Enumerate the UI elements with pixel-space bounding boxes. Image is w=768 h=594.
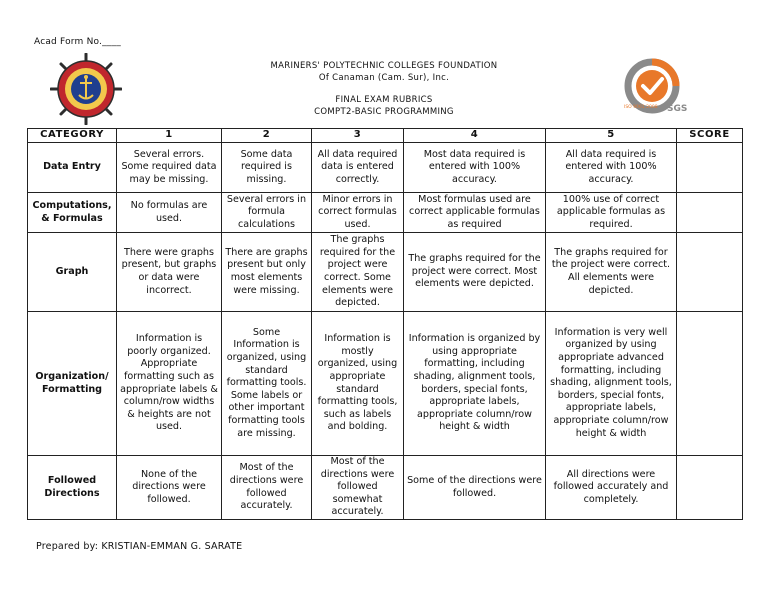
- prepared-by: Prepared by: KRISTIAN-EMMAN G. SARATE: [36, 541, 243, 552]
- criteria-cell: The graphs required for the project were correct. Some elements were depicted.: [312, 233, 404, 312]
- criteria-cell: Some of the directions were followed.: [404, 456, 546, 520]
- category-cell: Organization/ Formatting: [28, 312, 117, 456]
- institution-name: MARINERS' POLYTECHNIC COLLEGES FOUNDATION: [270, 61, 498, 71]
- course-title: COMPT2-BASIC PROGRAMMING: [314, 107, 454, 117]
- criteria-cell: Information is organized by using appropriate formatting, including shading, alignment tools, borders, special fonts, appropriate labels, appropriate column/row height & width: [404, 312, 546, 456]
- table-row: [28, 456, 743, 520]
- criteria-cell: There are graphs present but only most elements were missing.: [222, 233, 312, 312]
- score-cell: [677, 143, 743, 193]
- score-cell: [677, 312, 743, 456]
- criteria-cell: None of the directions were followed.: [117, 456, 222, 520]
- criteria-cell: The graphs required for the project were correct. All elements were depicted.: [546, 233, 677, 312]
- criteria-cell: Several errors. Some required data may be missing.: [117, 143, 222, 193]
- criteria-cell: Information is very well organized by using appropriate advanced formatting, including shading, alignment tools, borders, special fonts, appropriate labels, appropriate column/row height & width: [546, 312, 677, 456]
- criteria-cell: Most data required is entered with 100% accuracy.: [404, 143, 546, 193]
- header-score: SCORE: [677, 129, 743, 143]
- table-row: [28, 312, 743, 456]
- cert-logo-text: SGS: [667, 104, 688, 114]
- score-cell: [677, 233, 743, 312]
- category-cell: Data Entry: [28, 143, 117, 193]
- criteria-cell: 100% use of correct applicable formulas as required.: [546, 193, 677, 233]
- criteria-cell: All directions were followed accurately and completely.: [546, 456, 677, 520]
- category-cell: Followed Directions: [28, 456, 117, 520]
- header-level-3: 3: [312, 129, 404, 143]
- table-row: [28, 143, 743, 193]
- rubric-table: [27, 128, 743, 520]
- criteria-cell: Information is mostly organized, using appropriate standard formatting tools, such as labels and bolding.: [312, 312, 404, 456]
- criteria-cell: The graphs required for the project were correct. Most elements were depicted.: [404, 233, 546, 312]
- header-level-1: 1: [117, 129, 222, 143]
- document-title: FINAL EXAM RUBRICS: [335, 95, 433, 105]
- header-category: CATEGORY: [28, 129, 117, 143]
- criteria-cell: Most of the directions were followed accurately.: [222, 456, 312, 520]
- criteria-cell: Some data required is missing.: [222, 143, 312, 193]
- table-row: [28, 233, 743, 312]
- criteria-cell: All data required is entered with 100% accuracy.: [546, 143, 677, 193]
- criteria-cell: Most of the directions were followed somewhat accurately.: [312, 456, 404, 520]
- criteria-cell: Most formulas used are correct applicable formulas as required: [404, 193, 546, 233]
- category-cell: Graph: [28, 233, 117, 312]
- institution-location: Of Canaman (Cam. Sur), Inc.: [318, 73, 450, 83]
- criteria-cell: Several errors in formula calculations: [222, 193, 312, 233]
- criteria-cell: Minor errors in correct formulas used.: [312, 193, 404, 233]
- criteria-cell: No formulas are used.: [117, 193, 222, 233]
- score-cell: [677, 456, 743, 520]
- category-cell: Computations, & Formulas: [28, 193, 117, 233]
- header-level-5: 5: [546, 129, 677, 143]
- criteria-cell: All data required data is entered correctly.: [312, 143, 404, 193]
- criteria-cell: Information is poorly organized. Appropriate formatting such as appropriate labels & column/row widths & heights are not used.: [117, 312, 222, 456]
- form-number: Acad Form No.____: [34, 37, 121, 47]
- table-row: [28, 193, 743, 233]
- criteria-cell: There were graphs present, but graphs or data were incorrect.: [117, 233, 222, 312]
- header-row: [28, 129, 743, 143]
- score-cell: [677, 193, 743, 233]
- criteria-cell: Some Information is organized, using standard formatting tools. Some labels or other important formatting tools are missing.: [222, 312, 312, 456]
- header-level-2: 2: [222, 129, 312, 143]
- header-level-4: 4: [404, 129, 546, 143]
- cert-iso-text: ISO 9001:2008: [624, 105, 658, 110]
